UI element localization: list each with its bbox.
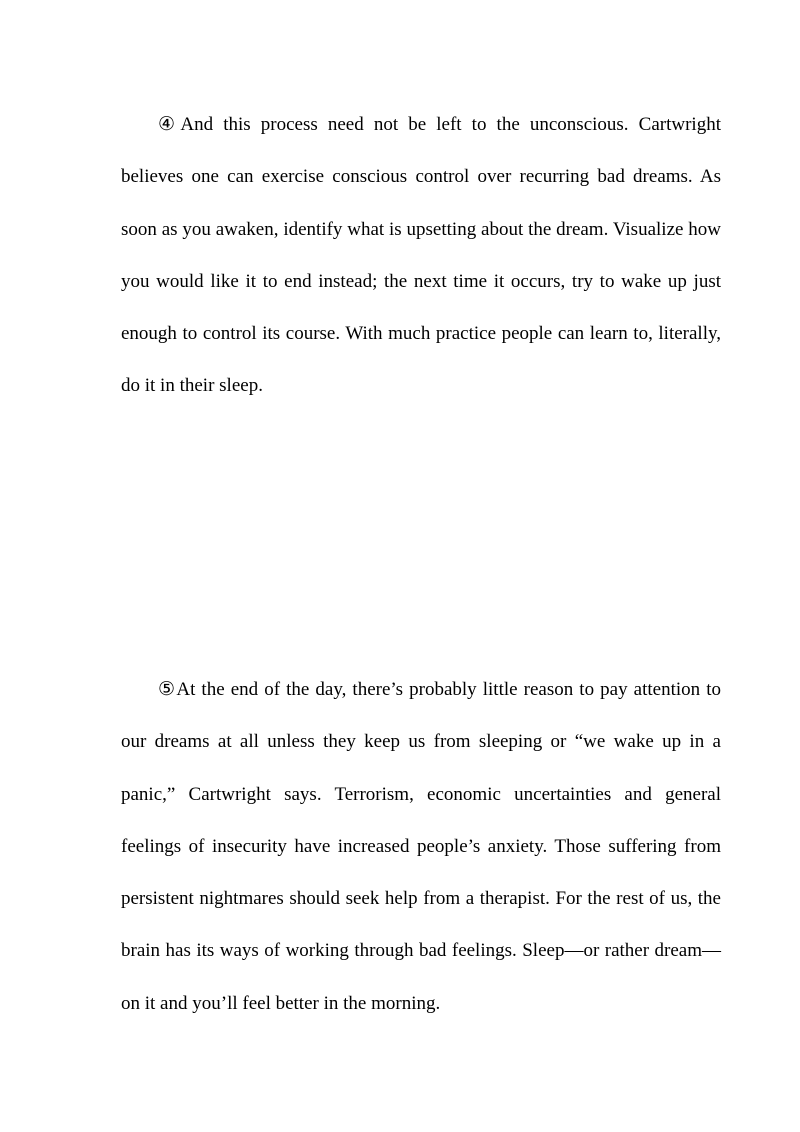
- paragraph-number: ⑤: [158, 679, 177, 700]
- paragraph-number: ④: [158, 114, 181, 135]
- paragraph-text: At the end of the day, there’s probably little reason to pay attention to our dreams at all unless they keep us from sleeping or “we wake up in a panic,” Cartwright says. Terrorism, economic uncertainties and general feelings of insecurity have increased people’s anxiety. Those suffering from persistent nightmares should seek help from a therapist. For the rest of us, the brain has its ways of working through bad feelings. Sleep—or rather dream—on it and you’ll feel better in the morning.: [121, 679, 721, 1014]
- paragraph-4: [121, 99, 721, 413]
- paragraph-5: [121, 664, 721, 1030]
- paragraph-text: And this process need not be left to the unconscious. Cartwright believes one can exercise conscious control over recurring bad dreams. As soon as you awaken, identify what is upsetting about the dream. Visualize how you would like it to end instead; the next time it occurs, try to wake up just enough to control its course. With much practice people can learn to, literally, do it in their sleep.: [121, 114, 721, 397]
